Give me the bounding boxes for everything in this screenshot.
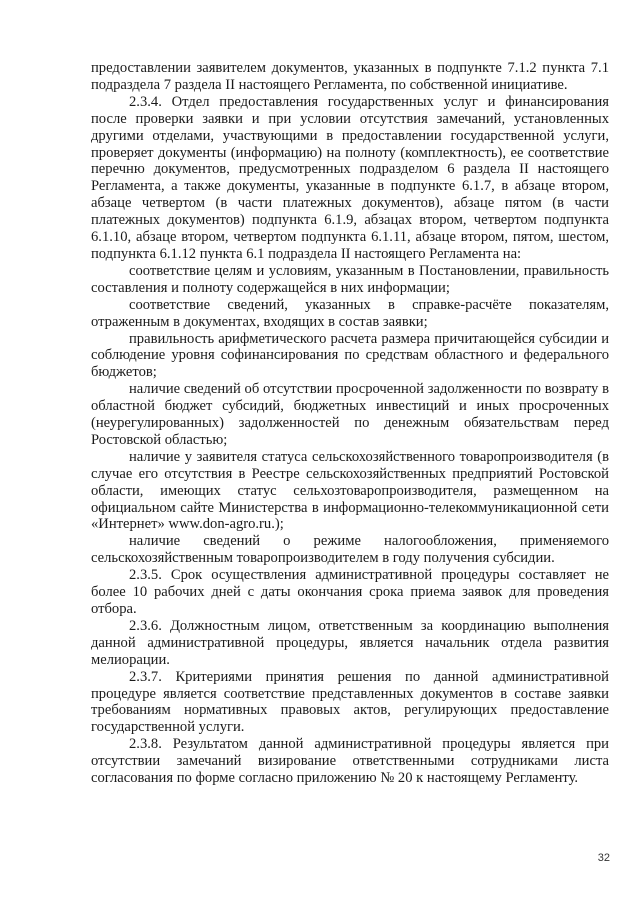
document-body	[91, 60, 609, 787]
list-item-tax-regime: наличие сведений о режиме налогообложения, применяемого сельскохозяйственным товаропроизводителем в году получения субсидии.	[91, 533, 609, 567]
list-item-producer-status: наличие у заявителя статуса сельскохозяйственного товаропроизводителя (в случае его отсутствия в Реестре сельскохозяйственных предприятий Ростовской области, имеющих статус сельхозтоваропроизводителя, размещенном на официальном сайте Министерства в информационно-телекоммуникационной сети «Интернет» www.don-agro.ru.);	[91, 448, 609, 533]
list-item-calculation-compliance: соответствие сведений, указанных в справке-расчёте показателям, отраженным в документах, входящих в состав заявки;	[91, 296, 609, 330]
paragraph-2-3-6: 2.3.6. Должностным лицом, ответственным за координацию выполнения данной административной процедуры, является начальник отдела развития мелиорации.	[91, 617, 609, 668]
paragraph-2-3-8: 2.3.8. Результатом данной административной процедуры является при отсутствии замечаний визирование ответственными сотрудниками листа согласования по форме согласно приложению № 20 к настоящему Регламенту.	[91, 736, 609, 787]
paragraph-2-3-4: 2.3.4. Отдел предоставления государственных услуг и финансирования после проверки заявки и при условии отсутствия замечаний, установленных другими отделами, участвующими в предоставлении государственной услуги, проверяет документы (информацию) на полноту (комплектность), ее соответствие перечню документов, предусмотренных подразделом 6 раздела II настоящего Регламента, а также документы, указанные в подпункте 6.1.7, в абзаце втором, абзаце четвертом (в части платежных документов), абзаце пятом (в части платежных документов) подпункта 6.1.9, абзацах втором, четвертом подпункта 6.1.10, абзаце втором, четвертом подпункта 6.1.11, абзаце втором, пятом, шестом, подпункта 6.1.12 пункта 6.1 подраздела II настоящего Регламента на:	[91, 93, 609, 262]
list-item-arithmetic-correctness: правильность арифметического расчета размера причитающейся субсидии и соблюдение уровня софинансирования по средствам областного и федерального бюджетов;	[91, 330, 609, 381]
paragraph-2-3-5: 2.3.5. Срок осуществления административной процедуры составляет не более 10 рабочих дней с даты окончания срока приема заявок для проведения отбора.	[91, 567, 609, 617]
paragraph-2-3-7: 2.3.7. Критериями принятия решения по данной административной процедуре является соответствие представленных документов в составе заявки требованиям нормативных правовых актов, регулирующих предоставление государственной услуги.	[91, 668, 609, 736]
list-item-no-overdue-debt: наличие сведений об отсутствии просроченной задолженности по возврату в областной бюджет субсидий, бюджетных инвестиций и иных просроченных (неурегулированных) задолженностей по денежным обязательствам перед Ростовской областью;	[91, 381, 609, 448]
paragraph-continuation: предоставлении заявителем документов, указанных в подпункте 7.1.2 пункта 7.1 подраздела 7 раздела II настоящего Регламента, по собственной инициативе.	[91, 60, 609, 93]
list-item-goals-compliance: соответствие целям и условиям, указанным в Постановлении, правильность составления и полноту содержащейся в них информации;	[91, 262, 609, 296]
page-number: 32	[597, 852, 610, 864]
